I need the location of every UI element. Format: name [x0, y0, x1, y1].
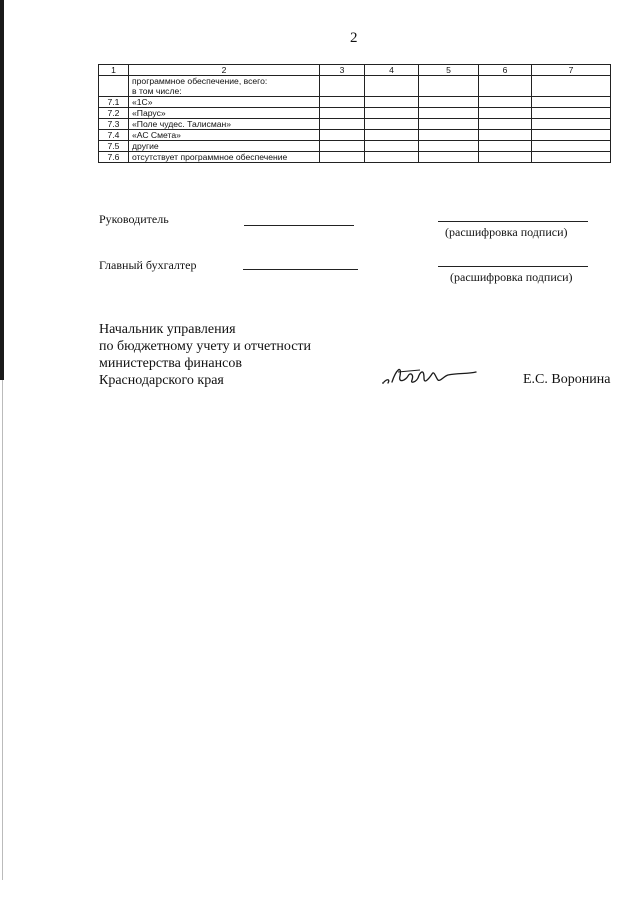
- header-cell: 4: [365, 65, 419, 76]
- row-name: «АС Смета»: [129, 130, 320, 141]
- row-number: 7.5: [99, 141, 129, 152]
- row-number: 7.6: [99, 152, 129, 163]
- accountant-signature-line: [243, 269, 358, 270]
- row-name: другие: [129, 141, 320, 152]
- header-cell: 1: [99, 65, 129, 76]
- page-number: 2: [350, 30, 358, 46]
- row-name-line: программное обеспечение, всего:: [132, 76, 268, 86]
- table-row: [99, 119, 611, 130]
- head-signature-line: [244, 225, 354, 226]
- row-name: «Поле чудес. Талисман»: [129, 119, 320, 130]
- signer-name: Е.С. Воронина: [523, 372, 611, 387]
- row-name: [129, 76, 320, 97]
- head-decode-caption: (расшифровка подписи): [445, 225, 568, 239]
- signatory-title-line: министерства финансов: [99, 356, 242, 371]
- signatory-title: [99, 321, 311, 389]
- signatory-title-line: Начальник управления: [99, 322, 236, 337]
- row-number: 7.3: [99, 119, 129, 130]
- accountant-label: Главный бухгалтер: [99, 258, 197, 272]
- table-row: [99, 141, 611, 152]
- table-row: [99, 152, 611, 163]
- row-number: [99, 76, 129, 97]
- head-label: Руководитель: [99, 212, 169, 226]
- row-number: 7.4: [99, 130, 129, 141]
- header-cell: 7: [532, 65, 611, 76]
- accountant-decode-line: [438, 266, 588, 267]
- handwritten-signature: [380, 358, 480, 390]
- accountant-decode-caption: (расшифровка подписи): [450, 270, 573, 284]
- table-row: [99, 76, 611, 97]
- row-name: отсутствует программное обеспечение: [129, 152, 320, 163]
- signatory-title-line: по бюджетному учету и отчетности: [99, 339, 312, 354]
- signatory-title-line: Краснодарского края: [99, 373, 224, 388]
- header-cell: 5: [419, 65, 479, 76]
- header-cell: 3: [320, 65, 365, 76]
- scan-edge-shadow: [0, 0, 4, 380]
- row-name: «1С»: [129, 97, 320, 108]
- table-row: [99, 97, 611, 108]
- software-table: [98, 64, 611, 163]
- header-cell: 2: [129, 65, 320, 76]
- row-name-line: в том числе:: [132, 86, 182, 96]
- row-number: 7.1: [99, 97, 129, 108]
- table-row: [99, 130, 611, 141]
- table-header-row: [99, 65, 611, 76]
- header-cell: 6: [479, 65, 532, 76]
- scan-edge-line: [2, 380, 3, 880]
- row-number: 7.2: [99, 108, 129, 119]
- table-row: [99, 108, 611, 119]
- head-decode-line: [438, 221, 588, 222]
- row-name: «Парус»: [129, 108, 320, 119]
